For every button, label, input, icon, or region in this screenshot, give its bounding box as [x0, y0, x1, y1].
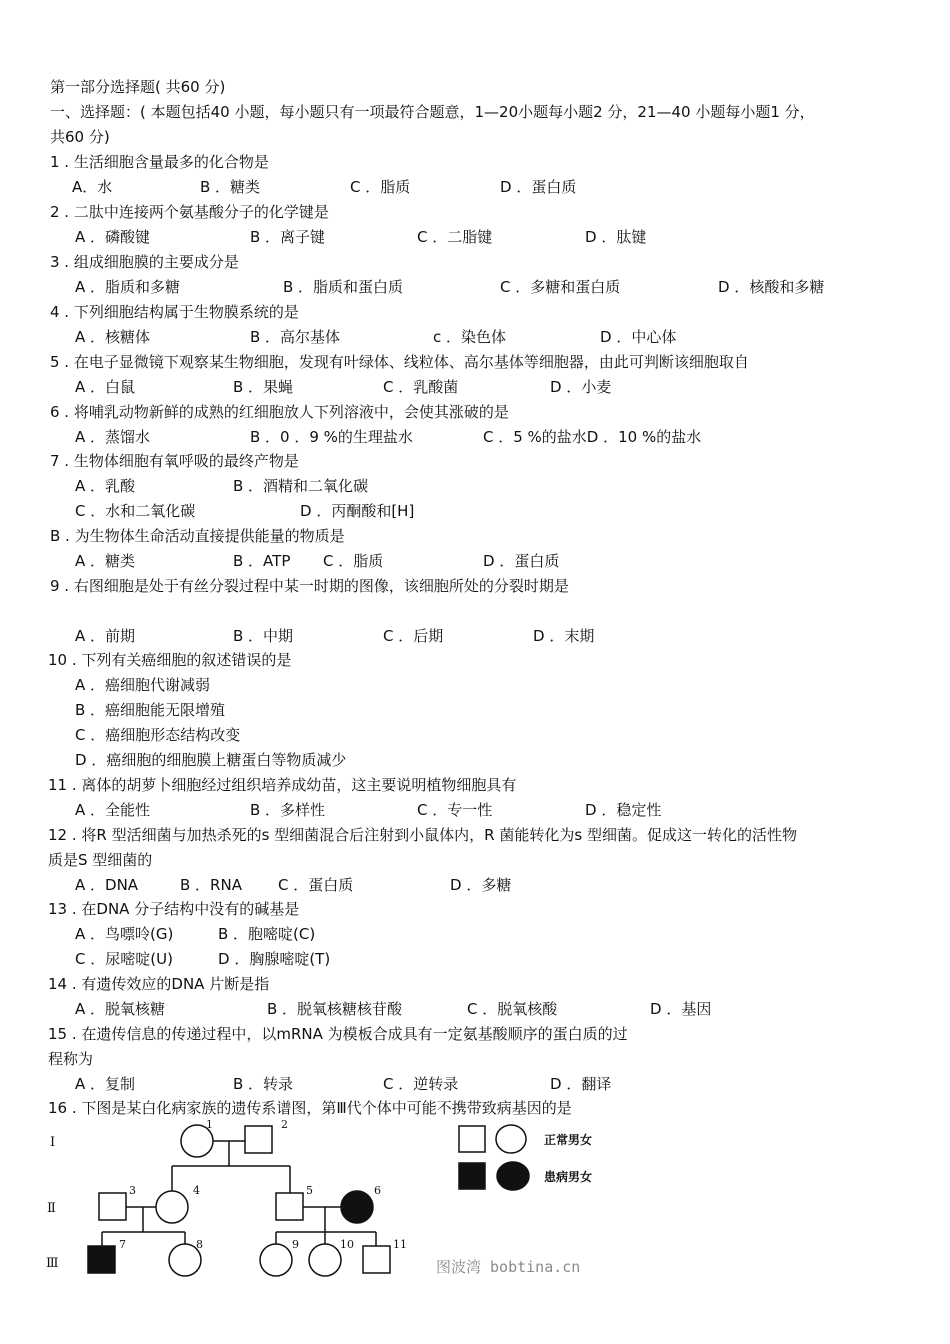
question-stem: 5 . 在电子显微镜下观察某生物细胞，发现有叶绿体、线粒体、高尔基体等细胞器，由此可判断该细胞取自	[50, 353, 749, 371]
option-c: C ．蛋白质	[278, 876, 354, 894]
option-c: c ．染色体	[433, 328, 507, 346]
option-a: A ．前期	[75, 627, 136, 645]
question-stem-cont: 质是S 型细菌的	[48, 851, 153, 869]
option-a: A ．核糖体	[75, 328, 151, 346]
option-c: C ．癌细胞形态结构改变	[75, 726, 241, 744]
legend-normal-female-icon	[496, 1125, 526, 1153]
individual-7-affected-male	[88, 1246, 115, 1273]
option-b: B ．癌细胞能无限增殖	[75, 701, 226, 719]
option-b: B ．多样性	[250, 801, 326, 819]
pedigree-chart	[0, 1120, 950, 1320]
generation-label: Ⅱ	[47, 1201, 56, 1216]
question-stem: 7 . 生物体细胞有氧呼吸的最终产物是	[50, 452, 299, 470]
option-b: B ．脂质和蛋白质	[283, 278, 404, 296]
option-d: D ．蛋白质	[500, 178, 577, 196]
option-d: D ．胸腺嘧啶(T)	[218, 950, 331, 968]
option-a: A ．鸟嘌呤(G)	[75, 925, 174, 943]
question-stem: 10 . 下列有关癌细胞的叙述错误的是	[48, 651, 292, 669]
option-c: C ．专一性	[417, 801, 493, 819]
question-stem: 9 . 右图细胞是处于有丝分裂过程中某一时期的图像，该细胞所处的分裂时期是	[50, 577, 569, 595]
question-stem: 15 . 在遗传信息的传递过程中，以mRNA 为模板合成具有一定氨基酸顺序的蛋白质的过	[48, 1025, 628, 1043]
option-c: C ．脂质	[323, 552, 384, 570]
individual-5-normal-male	[276, 1193, 303, 1220]
option-d: D ．翻译	[550, 1075, 612, 1093]
question-stem: 4 . 下列细胞结构属于生物膜系统的是	[50, 303, 299, 321]
option-d: D ．小麦	[550, 378, 612, 396]
individual-number: 6	[374, 1184, 381, 1197]
individual-number: 7	[119, 1238, 126, 1251]
option-cd: C ．5 %的盐水D ．10 %的盐水	[483, 428, 702, 446]
option-a: A ．复制	[75, 1075, 136, 1093]
legend-affected-female-icon	[497, 1162, 529, 1190]
option-a: A ．脱氧核糖	[75, 1000, 166, 1018]
option-d: D ．核酸和多糖	[718, 278, 825, 296]
individual-3-normal-male	[99, 1193, 126, 1220]
option-a: A ．全能性	[75, 801, 151, 819]
option-c: C ．尿嘧啶(U)	[75, 950, 173, 968]
individual-number: 4	[193, 1184, 200, 1197]
question-stem: 3 . 组成细胞膜的主要成分是	[50, 253, 239, 271]
option-d: D ．癌细胞的细胞膜上糖蛋白等物质减少	[75, 751, 347, 769]
section-instruction: 一、选择题：( 本题包括40 小题，每小题只有一项最符合题意，1—20小题每小题2 分，21—40 小题每小题1 分，	[50, 103, 815, 121]
option-b: B ．酒精和二氧化碳	[233, 477, 369, 495]
option-b: B ．糖类	[200, 178, 261, 196]
generation-label: I	[50, 1135, 56, 1150]
option-d: D ．中心体	[600, 328, 677, 346]
option-c: C ．逆转录	[383, 1075, 459, 1093]
question-stem: 6 . 将哺乳动物新鲜的成熟的红细胞放人下列溶液中，会使其涨破的是	[50, 403, 509, 421]
question-stem: 1 . 生活细胞含量最多的化合物是	[50, 153, 269, 171]
option-a: A ．蒸馏水	[75, 428, 151, 446]
individual-10-normal-female	[309, 1244, 341, 1276]
option-b: B ．离子键	[250, 228, 326, 246]
part-title: 第一部分选择题( 共60 分)	[50, 78, 226, 96]
option-a: A．水	[72, 178, 113, 196]
option-a: A ．DNA	[75, 876, 139, 894]
question-stem: 2 . 二肽中连接两个氨基酸分子的化学键是	[50, 203, 329, 221]
option-c: C ．乳酸菌	[383, 378, 459, 396]
option-c: C ．后期	[383, 627, 444, 645]
option-a: A ．脂质和多糖	[75, 278, 181, 296]
option-b: B ．0 ．9 %的生理盐水	[250, 428, 413, 446]
legend-affected-label: 患病男女	[544, 1170, 593, 1184]
legend-normal-male-icon	[459, 1126, 485, 1152]
question-stem: 16 . 下图是某白化病家族的遗传系谱图，第Ⅲ代个体中可能不携带致病基因的是	[48, 1099, 572, 1117]
option-c: C ．脱氧核酸	[467, 1000, 558, 1018]
option-d: D ．基因	[650, 1000, 712, 1018]
option-d: D ．末期	[533, 627, 595, 645]
individual-number: 8	[196, 1238, 203, 1251]
option-a: A ．磷酸键	[75, 228, 151, 246]
option-c: C ．多糖和蛋白质	[500, 278, 621, 296]
option-c: C ．水和二氧化碳	[75, 502, 196, 520]
individual-6-affected-female	[341, 1191, 373, 1223]
option-d: D ．丙酮酸和[H]	[300, 502, 415, 520]
individual-4-normal-female	[156, 1191, 188, 1223]
option-d: D ．肽键	[585, 228, 647, 246]
option-b: B ．脱氧核糖核苷酸	[267, 1000, 403, 1018]
individual-2-normal-male	[245, 1126, 272, 1153]
question-stem: 11 . 离体的胡萝卜细胞经过组织培养成幼苗，这主要说明植物细胞具有	[48, 776, 517, 794]
section-instruction-cont: 共60 分)	[50, 128, 110, 146]
individual-11-normal-male	[363, 1246, 390, 1273]
watermark: 图波湾 bobtina.cn	[436, 1258, 581, 1276]
option-b: B ．果蝇	[233, 378, 294, 396]
option-b: B ．RNA	[180, 876, 242, 894]
legend-affected-male-icon	[459, 1163, 485, 1189]
option-b: B ．胞嘧啶(C)	[218, 925, 316, 943]
individual-number: 10	[340, 1238, 354, 1251]
option-d: D ．蛋白质	[483, 552, 560, 570]
option-c: C ．二脂键	[417, 228, 493, 246]
question-stem-cont: 程称为	[48, 1050, 94, 1068]
option-b: B ．高尔基体	[250, 328, 341, 346]
option-a: A ．白鼠	[75, 378, 136, 396]
option-d: D ．稳定性	[585, 801, 662, 819]
option-d: D ．多糖	[450, 876, 512, 894]
option-a: A ．乳酸	[75, 477, 136, 495]
option-a: A ．癌细胞代谢减弱	[75, 676, 211, 694]
option-b: B ．转录	[233, 1075, 294, 1093]
generation-label: Ⅲ	[46, 1256, 59, 1271]
legend-normal-label: 正常男女	[544, 1133, 593, 1147]
question-stem: 14 . 有遗传效应的DNA 片断是指	[48, 975, 270, 993]
individual-number: 5	[306, 1184, 313, 1197]
option-b: B ．中期	[233, 627, 294, 645]
individual-9-normal-female	[260, 1244, 292, 1276]
individual-number: 1	[206, 1120, 213, 1131]
option-a: A ．糖类	[75, 552, 136, 570]
question-stem: 12 . 将R 型活细菌与加热杀死的s 型细菌混合后注射到小鼠体内，R 菌能转化为s 型细菌。促成这一转化的活性物	[48, 826, 797, 844]
individual-number: 2	[281, 1120, 288, 1131]
question-stem: 13 . 在DNA 分子结构中没有的碱基是	[48, 900, 300, 918]
question-stem: B . 为生物体生命活动直接提供能量的物质是	[50, 527, 345, 545]
individual-number: 9	[292, 1238, 299, 1251]
option-b: B ．ATP	[233, 552, 291, 570]
option-c: C ．脂质	[350, 178, 411, 196]
individual-number: 11	[393, 1238, 407, 1251]
individual-number: 3	[129, 1184, 136, 1197]
